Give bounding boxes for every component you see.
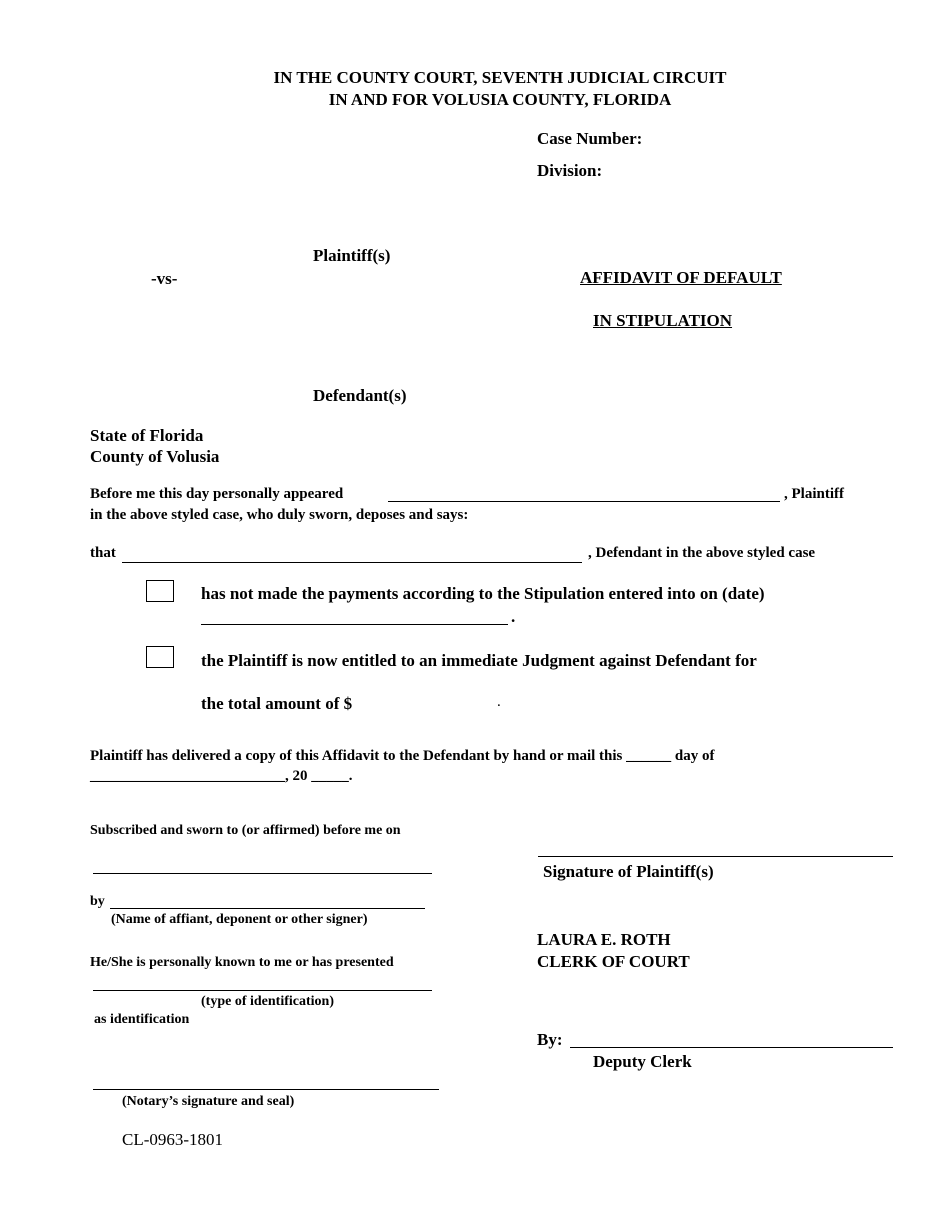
amount-end: .: [497, 694, 501, 710]
venue-state: State of Florida: [90, 426, 204, 445]
vs-label: -vs-: [151, 269, 178, 288]
clerk-name: LAURA E. ROTH: [537, 930, 671, 949]
clerk-by-label: By:: [537, 1030, 563, 1049]
plaintiff-signature-line[interactable]: [538, 856, 893, 857]
option-1-checkbox[interactable]: [146, 580, 174, 602]
plaintiff-label: Plaintiff(s): [313, 246, 391, 265]
that-prefix: that: [90, 545, 116, 561]
defendant-name-line[interactable]: [122, 562, 582, 563]
appeared-prefix: Before me this day personally appeared: [90, 486, 344, 502]
court-line-1: IN THE COUNTY COURT, SEVENTH JUDICIAL CIRCUIT: [273, 68, 727, 87]
known-label: He/She is personally known to me or has presented: [90, 955, 394, 970]
deputy-clerk-signature-line[interactable]: [570, 1047, 893, 1048]
appeared-suffix: , Plaintiff: [784, 486, 844, 502]
deputy-clerk-label: Deputy Clerk: [593, 1052, 692, 1071]
appeared-line-2: in the above styled case, who duly sworn, deposes and says:: [90, 507, 469, 523]
plaintiff-signature-label: Signature of Plaintiff(s): [543, 862, 714, 881]
clerk-title: CLERK OF COURT: [537, 952, 690, 971]
sworn-date-line[interactable]: [93, 873, 432, 874]
form-title-line-1: AFFIDAVIT OF DEFAULT: [580, 268, 782, 287]
delivered-line-1: Plaintiff has delivered a copy of this Affidavit to the Defendant by hand or mail this ______ day of: [90, 748, 715, 764]
form-title-line-2: IN STIPULATION: [593, 311, 733, 330]
form-code: CL-0963-1801: [122, 1130, 224, 1149]
option-1-text: has not made the payments according to the Stipulation entered into on (date): [201, 584, 765, 603]
division-label: Division:: [537, 161, 603, 180]
seal-caption: (Notary’s signature and seal): [122, 1094, 295, 1109]
signer-name-line[interactable]: [110, 908, 425, 909]
identification-type-line[interactable]: [93, 990, 432, 991]
option-2-text: the Plaintiff is now entitled to an immediate Judgment against Defendant for: [201, 651, 757, 670]
stipulation-date-line[interactable]: [201, 624, 508, 625]
id-type-caption: (type of identification): [201, 994, 334, 1009]
venue-county: County of Volusia: [90, 447, 220, 466]
court-line-2: IN AND FOR VOLUSIA COUNTY, FLORIDA: [328, 90, 672, 109]
option-1-end: .: [511, 607, 516, 626]
case-number-label: Case Number:: [537, 129, 643, 148]
affiant-name-line[interactable]: [388, 501, 780, 502]
that-suffix: , Defendant in the above styled case: [588, 545, 816, 561]
defendant-label: Defendant(s): [313, 386, 407, 405]
delivered-line-2: __________________________, 20 _____.: [90, 768, 353, 784]
as-identification: as identification: [94, 1012, 190, 1027]
sworn-label: Subscribed and sworn to (or affirmed) before me on: [90, 823, 401, 838]
notary-signature-line[interactable]: [93, 1089, 439, 1090]
notary-by-label: by: [90, 894, 105, 909]
option-2-checkbox[interactable]: [146, 646, 174, 668]
signer-caption: (Name of affiant, deponent or other signer): [111, 912, 368, 927]
amount-label: the total amount of $: [201, 694, 353, 713]
